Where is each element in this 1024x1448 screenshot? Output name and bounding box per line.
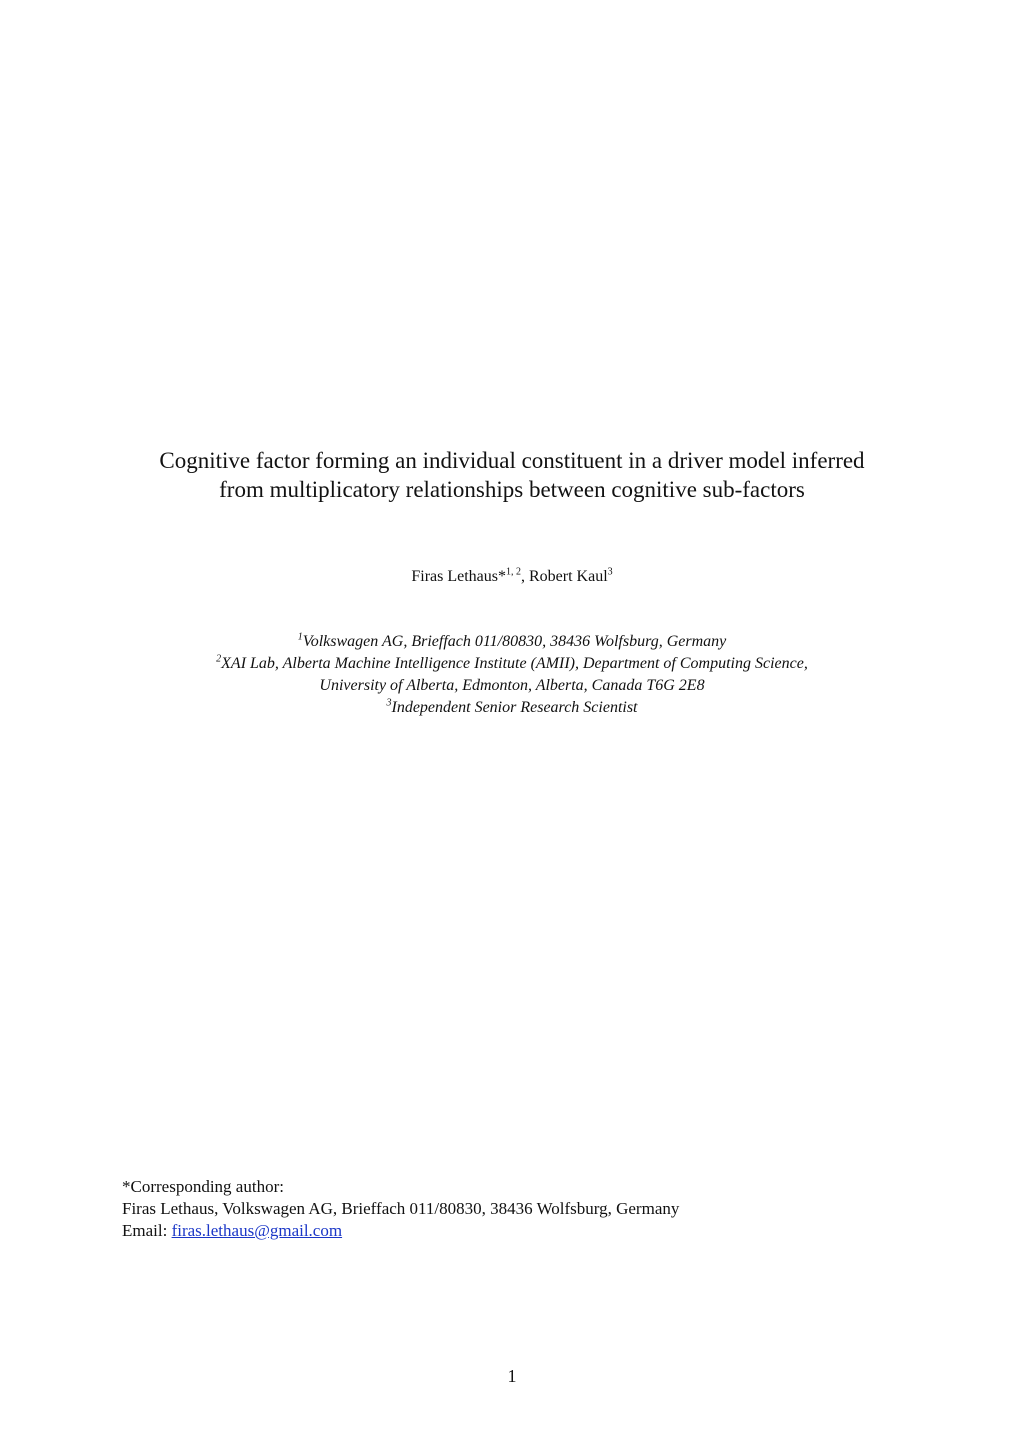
corresponding-author-address: Firas Lethaus, Volkswagen AG, Brieffach 011/80830, 38436 Wolfsburg, Germany bbox=[122, 1199, 680, 1218]
email-label: Email: bbox=[122, 1221, 172, 1240]
affiliation-3 bbox=[0, 697, 1024, 719]
author-separator: , bbox=[521, 568, 529, 585]
corresponding-author-block bbox=[122, 1176, 922, 1242]
affiliation-1-mark: 1 bbox=[297, 631, 303, 643]
affiliation-3-mark: 3 bbox=[386, 697, 392, 709]
affiliation-1-text: Volkswagen AG, Brieffach 011/80830, 38436 Wolfsburg, Germany bbox=[302, 633, 727, 650]
affiliation-1 bbox=[0, 631, 1024, 653]
affiliation-2-mark: 2 bbox=[216, 653, 222, 665]
corresponding-author-email-line bbox=[122, 1220, 922, 1242]
affiliation-list bbox=[0, 631, 1024, 719]
author-1-affiliation-marks: 1, 2 bbox=[506, 566, 521, 578]
affiliation-2-text: XAI Lab, Alberta Machine Intelligence Institute (AMII), Department of Computing Science, bbox=[221, 655, 808, 672]
author-2-name: Robert Kaul bbox=[529, 568, 608, 585]
author-2-affiliation-marks: 3 bbox=[607, 566, 613, 578]
title-line-1: Cognitive factor forming an individual constituent in a driver model inferred bbox=[159, 448, 865, 473]
email-link[interactable]: firas.lethaus@gmail.com bbox=[171, 1221, 343, 1240]
author-1-name: Firas Lethaus* bbox=[411, 568, 506, 585]
paper-title bbox=[0, 446, 1024, 504]
affiliation-2-continued-text: University of Alberta, Edmonton, Alberta, Canada T6G 2E8 bbox=[319, 677, 705, 694]
title-line-2: from multiplicatory relationships between cognitive sub-factors bbox=[219, 477, 805, 502]
affiliation-3-text: Independent Senior Research Scientist bbox=[391, 699, 638, 716]
corresponding-author-heading: *Corresponding author: bbox=[122, 1177, 284, 1196]
affiliation-2-continued bbox=[0, 675, 1024, 697]
affiliation-2 bbox=[0, 653, 1024, 675]
page-number: 1 bbox=[507, 1366, 517, 1386]
author-list bbox=[0, 566, 1024, 588]
